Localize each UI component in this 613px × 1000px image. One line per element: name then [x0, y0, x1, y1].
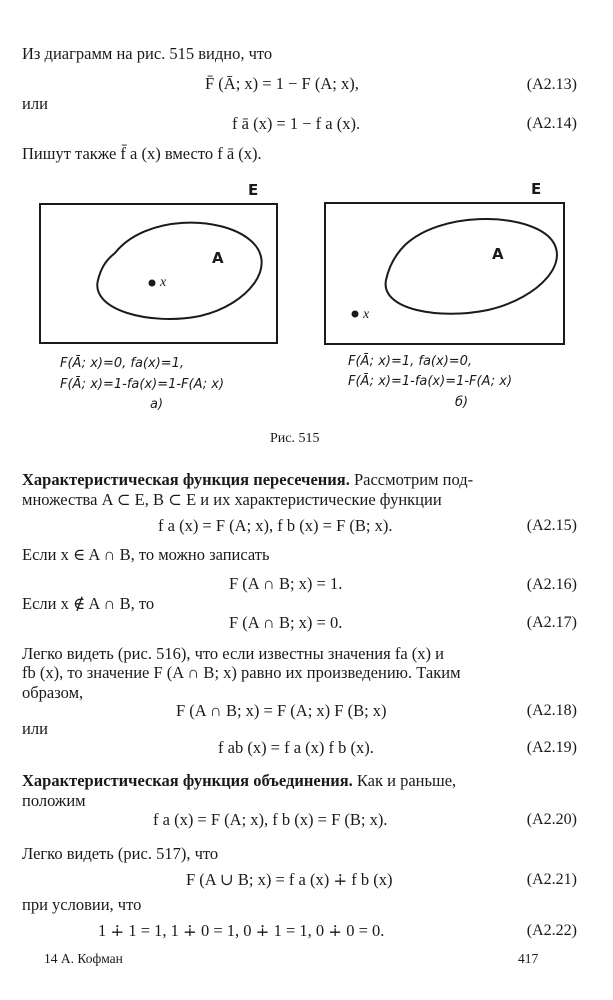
if-in-intersection-line: Если x ∈ A ∩ B, то можно записать	[22, 545, 270, 564]
equation-a2-20: f a (x) = F (A; x), f b (x) = F (B; x).	[153, 810, 388, 829]
equation-a2-14: f ā (x) = 1 − f a (x).	[232, 114, 361, 133]
equation-a2-21: F (A ∪ B; x) = f a (x) ∔ f b (x)	[186, 870, 393, 889]
figure-b-set-label: A	[492, 245, 504, 263]
paragraph-line2: fb (x), то значение F (A ∩ B; x) равно их произведению. Таким	[22, 663, 461, 682]
figure-b-sublabel: б)	[455, 395, 469, 410]
easy-to-see-line: Легко видеть (рис. 517), что	[22, 844, 219, 863]
section-union-line1	[22, 773, 456, 790]
equation-a2-22: 1 ∔ 1 = 1, 1 ∔ 0 = 1, 0 ∔ 1 = 1, 0 ∔ 0 = 0.	[98, 921, 385, 940]
figure-a-caption-line2: F(Ā; x)=1-fa(x)=1-F(A; x)	[60, 377, 225, 392]
figure-a-point	[149, 280, 156, 287]
figure-a-universe-label: E	[248, 181, 259, 199]
equation-a2-13: F̄ (Ā; x) = 1 − F (A; x),	[205, 74, 359, 93]
figure-a-set-ellipse	[97, 223, 261, 319]
equation-a2-18: F (A ∩ B; x) = F (A; x) F (B; x)	[176, 701, 387, 720]
figure-a-sublabel: a)	[150, 397, 164, 412]
footer-signature: 14 А. Кофман	[44, 951, 123, 966]
equation-a2-17: F (A ∩ B; x) = 0.	[229, 613, 343, 632]
if-not-in-intersection-line: Если x ∉ A ∩ B, то	[22, 594, 155, 613]
figure-a-set-label: A	[212, 249, 224, 267]
figure-b-caption-line1: F(Ā; x)=1, fa(x)=0,	[348, 354, 473, 369]
section-intersection-heading: Характеристическая функция пересечения.	[22, 470, 350, 489]
section-union-line1-rest: Как и раньше,	[356, 771, 457, 790]
figure-b-caption-line2: F(Ā; x)=1-fa(x)=1-F(A; x)	[348, 374, 513, 389]
figure-a-point-label: x	[160, 275, 167, 290]
equation-number-a2-19: (A2.19)	[526, 739, 577, 756]
equation-number-a2-21: (A2.21)	[526, 871, 577, 888]
figure-a-caption-line1: F(Ā; x)=0, fa(x)=1,	[60, 356, 185, 371]
also-write-line: Пишут также f̄ a (x) вместо f ā (x).	[22, 144, 262, 163]
figure-b-point	[352, 311, 359, 318]
page-number: 417	[518, 951, 539, 966]
figure-caption: Рис. 515	[270, 431, 320, 446]
equation-number-a2-22: (A2.22)	[526, 922, 577, 939]
equation-number-a2-14: (A2.14)	[526, 115, 577, 132]
section-union-line2: положим	[22, 791, 86, 810]
figure-b-set-ellipse	[386, 219, 557, 314]
paragraph-line1: Легко видеть (рис. 516), что если известны значения fa (x) и	[22, 644, 444, 663]
intro-line: Из диаграмм на рис. 515 видно, что	[22, 44, 273, 63]
or-text: или	[22, 94, 48, 113]
or-text-2: или	[22, 719, 48, 738]
equation-number-a2-15: (A2.15)	[526, 517, 577, 534]
equation-a2-16: F (A ∩ B; x) = 1.	[229, 574, 343, 593]
section-intersection-line1-rest: Рассмотрим под-	[353, 470, 474, 489]
section-union-heading: Характеристическая функция объединения.	[22, 771, 353, 790]
section-intersection-line2: множества A ⊂ E, B ⊂ E и их характеристические функции	[22, 490, 442, 509]
condition-line: при условии, что	[22, 895, 142, 914]
equation-number-a2-13: (A2.13)	[526, 76, 577, 93]
figure-a-universe-rect	[40, 204, 277, 343]
paragraph-line3: образом,	[22, 683, 84, 702]
equation-number-a2-17: (A2.17)	[526, 614, 577, 631]
section-intersection-line1	[22, 472, 473, 489]
equation-a2-19: f ab (x) = f a (x) f b (x).	[218, 738, 374, 757]
figure-b-point-label: x	[363, 307, 370, 322]
equation-number-a2-20: (A2.20)	[526, 811, 577, 828]
figure-b-universe-label: E	[531, 180, 542, 198]
equation-a2-15: f a (x) = F (A; x), f b (x) = F (B; x).	[158, 516, 393, 535]
equation-number-a2-16: (A2.16)	[526, 576, 577, 593]
equation-number-a2-18: (A2.18)	[526, 702, 577, 719]
